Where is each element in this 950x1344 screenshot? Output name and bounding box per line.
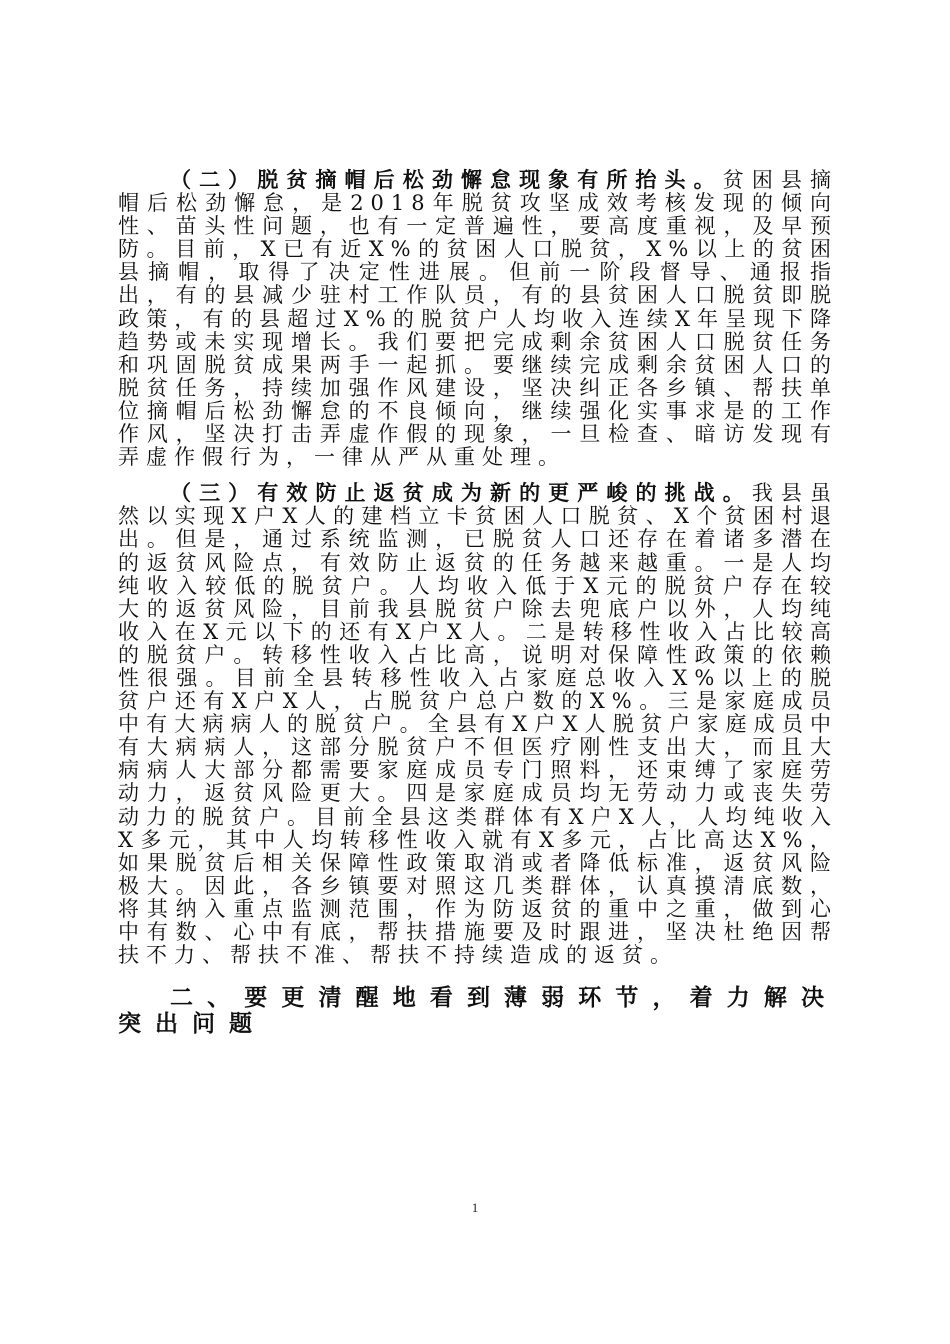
paragraph-1-lead: （二）脱贫摘帽后松劲懈怠现象有所抬头。 bbox=[170, 167, 723, 192]
paragraph-2-body: 我县虽然以实现X户X人的建档立卡贫困人口脱贫、X个贫困村退出。但是，通过系统监测，已脱贫人口还存在着诸多潜在的返贫风险点，有效防止返贫的任务越来越重。一是人均纯收入较低的脱贫户。人均收入低于X元的脱贫户存在较大的返贫风险，目前我县脱贫户除去兜底户以外，人均纯收入在X元以下的还有X户X人。二是转移性收入占比较高的脱贫户。转移性收入占比高，说明对保障性政策的依赖性很强。目前全县转移性收入占家庭总收入X%以上的脱贫户还有X户X人，占脱贫户总户数的X%。三是家庭成员中有大病病人的脱贫户。全县有X户X人脱贫户家庭成员中有大病病人，这部分脱贫户不但医疗刚性支出大，而且大病病人大部分都需要家庭成员专门照料，还束缚了家庭劳动力，返贫风险更大。四是家庭成员均无劳动力或丧失劳动力的脱贫户。目前全县这类群体有X户X人，人均纯收入X多元，其中人均转移性收入就有X多元，占比高达X%，如果脱贫后相关保障性政策取消或者降低标准，返贫风险极大。因此，各乡镇要对照这几类群体，认真摸清底数，将其纳入重点监测范围，作为防返贫的重中之重，做到心中有数、心中有底，帮扶措施要及时跟进，坚决杜绝因帮扶不力、帮扶不准、帮扶不持续造成的返贫。 bbox=[118, 481, 839, 968]
paragraph-2-lead: （三）有效防止返贫成为新的更严峻的挑战。 bbox=[170, 480, 752, 506]
document-page bbox=[118, 168, 838, 1037]
paragraph-2 bbox=[118, 481, 838, 967]
paragraph-1 bbox=[118, 168, 838, 469]
page-number: 1 bbox=[471, 1200, 479, 1215]
paragraph-1-body: 贫困县摘帽后松劲懈怠，是2018年脱贫攻坚成效考核发现的倾向性、苗头性问题，也有一定普遍性，要高度重视，及早预防。目前，X已有近X%的贫困人口脱贫，X%以上的贫困县摘帽，取得了决定性进展。但前一阶段督导、通报指出，有的县减少驻村工作队员，有的县贫困人口脱贫即脱政策，有的县超过X%的脱贫户人均收入连续X年呈现下降趋势或未实现增长。我们要把完成剩余贫困人口脱贫任务和巩固脱贫成果两手一起抓。要继续完成剩余贫困人口的脱贫任务，持续加强作风建设，坚决纠正各乡镇、帮扶单位摘帽后松劲懈怠的不良倾向，继续强化实事求是的工作作风，坚决打击弄虚作假的现象，一旦检查、暗访发现有弄虚作假行为，一律从严从重处理。 bbox=[118, 168, 839, 470]
section-heading: 二、要更清醒地看到薄弱环节，着力解决突出问题 bbox=[118, 984, 838, 1038]
